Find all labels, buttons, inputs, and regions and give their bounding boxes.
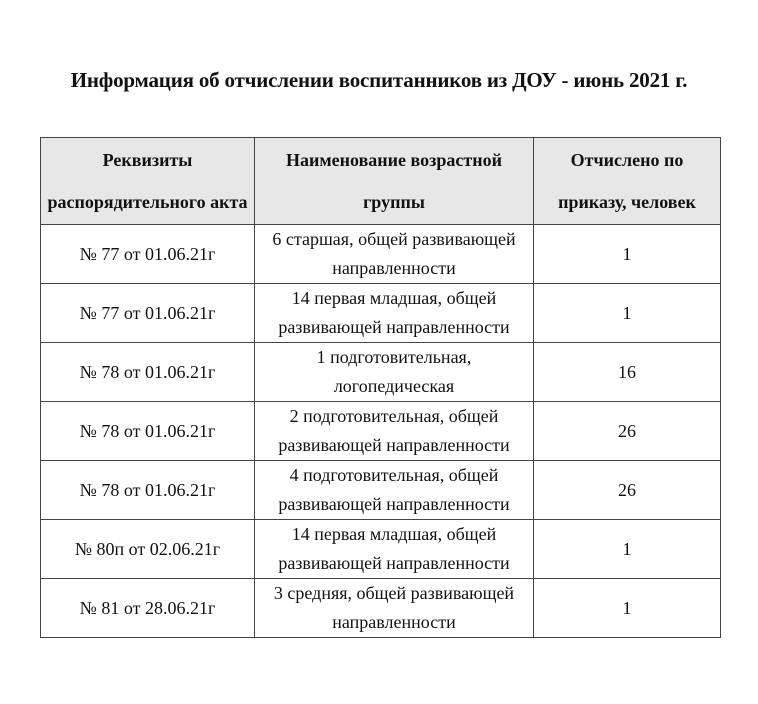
table-row: [41, 343, 721, 402]
header-group-name: Наименование возрастной группы: [255, 138, 534, 225]
group-cell: 14 первая младшая, общей развивающей направленности: [255, 284, 534, 343]
order-cell: № 78 от 01.06.21г: [41, 402, 255, 461]
group-cell: 4 подготовительная, общей развивающей направленности: [255, 461, 534, 520]
group-cell: 14 первая младшая, общей развивающей направленности: [255, 520, 534, 579]
count-cell: 16: [534, 343, 721, 402]
expulsion-table: [40, 137, 721, 638]
table-row: [41, 225, 721, 284]
group-cell: 2 подготовительная, общей развивающей направленности: [255, 402, 534, 461]
count-cell: 26: [534, 402, 721, 461]
table-row: [41, 284, 721, 343]
table-row: [41, 402, 721, 461]
count-cell: 1: [534, 284, 721, 343]
order-cell: № 80п от 02.06.21г: [41, 520, 255, 579]
order-cell: № 77 от 01.06.21г: [41, 284, 255, 343]
table-row: [41, 579, 721, 638]
group-cell: 6 старшая, общей развивающей направленности: [255, 225, 534, 284]
order-cell: № 78 от 01.06.21г: [41, 343, 255, 402]
header-order-details: Реквизиты распорядительного акта: [41, 138, 255, 225]
order-cell: № 78 от 01.06.21г: [41, 461, 255, 520]
count-cell: 1: [534, 225, 721, 284]
count-cell: 26: [534, 461, 721, 520]
table-header-row: [41, 138, 721, 225]
order-cell: № 77 от 01.06.21г: [41, 225, 255, 284]
group-cell: 3 средняя, общей развивающей направленности: [255, 579, 534, 638]
group-cell: 1 подготовительная, логопедическая: [255, 343, 534, 402]
count-cell: 1: [534, 520, 721, 579]
document-title: Информация об отчислении воспитанников из ДОУ - июнь 2021 г.: [70, 68, 688, 92]
count-cell: 1: [534, 579, 721, 638]
table-row: [41, 461, 721, 520]
table-row: [41, 520, 721, 579]
header-expelled-count: Отчислено по приказу, человек: [534, 138, 721, 225]
order-cell: № 81 от 28.06.21г: [41, 579, 255, 638]
